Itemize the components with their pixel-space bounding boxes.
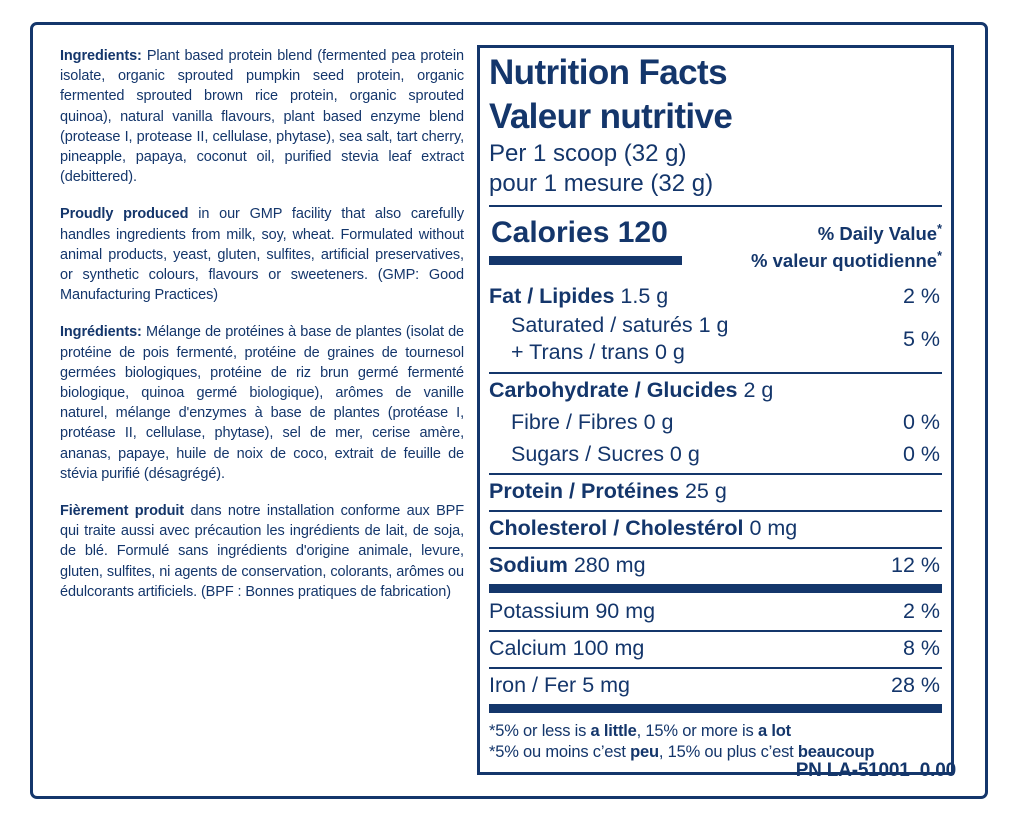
protein-amount: 25 g [678,479,727,504]
calories-value: Calories 120 [489,216,682,265]
iron-daily-value: 28 % [890,673,940,698]
footnote-en-mid: , 15% or more is [636,722,758,741]
fibre-daily-value: 0 % [902,410,940,435]
serving-size-fr: pour 1 mesure (32 g) [489,170,714,197]
nutrient-row-fibre [489,406,942,438]
fibre-label: Fibre / Fibres 0 g [511,410,674,435]
ingredients-text-en: Plant based protein blend (fermented pea protein isolate, organic sprouted pumpkin seed protein, organic fermented sprouted brown rice protein, organic sprouted quinoa), natural vanilla flavours, plant based enzyme blend (protease I, protease II, cellulase, phytase), sea salt, tart cherry, pineapple, papaya, coconut oil, purified stevia leaf extract (debittered). [60,48,464,186]
serving-size-en: Per 1 scoop (32 g) [489,140,687,167]
fat-label [489,283,668,310]
footnote-fr-pre: *5% ou moins c’est [489,743,631,762]
cholesterol-amount: 0 mg [743,516,798,541]
nft-title-fr: Valeur nutritive [489,97,733,136]
nft-header [489,51,942,199]
cholesterol-label [489,515,797,542]
calcium-label: Calcium 100 mg [489,636,645,661]
ingredients-lead-en: Ingredients: [60,48,142,64]
carbohydrate-amount: 2 g [737,378,774,403]
fierement-produit-text: dans notre installation conforme aux BPF qui traite aussi avec précaution les ingrédients de lait, de soja, de blé. Formulé sans ingrédients d'origine animale, levure, gluten, sulfites, ni agents de conservation, colorants, arômes ou édulcorants artificiels. (BPF : Bonnes pratiques de fabrication) [60,503,464,600]
nutrient-row-saturated-trans [489,312,942,369]
ingredients-panel [60,46,464,619]
nutrient-row-sugars [489,438,942,470]
fat-label-bold: Fat / Lipides [489,284,615,309]
calories-section [489,207,942,280]
thick-bar-after-iron [489,704,942,713]
footnote-en-bold2: a lot [757,722,791,741]
calcium-daily-value: 8 % [902,636,940,661]
sodium-label [489,552,646,579]
sugars-label: Sugars / Sucres 0 g [511,442,700,467]
nutrition-facts-table [477,45,954,775]
footnote-fr-mid: , 15% ou plus c’est [658,743,798,762]
footnote-en-bold1: a little [590,722,637,741]
daily-value-text-fr: % valeur quotidienne [751,250,938,272]
carbohydrate-label-bold: Carbohydrate / Glucides [489,378,738,403]
nft-title-en: Nutrition Facts [489,53,727,92]
saturated-trans-labels [489,312,729,366]
fat-amount: 1.5 g [614,284,669,309]
sodium-daily-value: 12 % [890,553,940,578]
thick-bar-after-sodium [489,584,942,593]
footnote-fr-bold1: peu [630,743,659,762]
carbohydrate-label [489,377,773,404]
potassium-daily-value: 2 % [902,599,940,624]
nutrient-row-iron [489,669,942,701]
proudly-produced-paragraph [60,204,464,305]
potassium-label: Potassium 90 mg [489,599,656,624]
ingredients-lead-fr: Ingrédients: [60,324,142,341]
footnote-en-pre: *5% or less is [489,722,591,741]
ingredients-text-fr: Mélange de protéines à base de plantes (isolat de protéine de pois fermenté, protéine de graines de tournesol germées biologiques, protéine de riz brun germé fermenté biologique, quinoa germé biologique), arômes de vanille naturel, mélange d'enzymes à base de plantes (protéase I, protéase II, cellulase, phytase), sel de mer, cerise amère, ananas, papaye, huile de noix de coco, extrait de feuille de stévia purifié (désagrégé). [60,324,464,482]
iron-label: Iron / Fer 5 mg [489,673,630,698]
nutrient-row-fat [489,280,942,312]
sodium-amount: 280 mg [567,553,646,578]
footnote-en [489,721,942,742]
protein-label-bold: Protein / Protéines [489,479,679,504]
daily-value-asterisk: * [937,222,942,236]
trans-label: + Trans / trans 0 g [511,340,685,365]
daily-value-header-en [751,218,942,245]
fat-daily-value: 2 % [902,284,940,309]
saturated-label: Saturated / saturés 1 g [511,313,729,338]
nutrient-row-calcium [489,632,942,664]
nutrient-row-potassium [489,595,942,627]
ingredients-paragraph-en [60,46,464,187]
fierement-produit-paragraph [60,501,464,602]
daily-value-header-fr [751,245,942,272]
daily-value-header [751,216,942,272]
ingredients-paragraph-fr [60,322,464,484]
saturated-trans-daily-value: 5 % [902,326,940,351]
nutrient-row-carbohydrate [489,374,942,406]
daily-value-text-en: % Daily Value [817,223,938,245]
part-number: PN LA-51001 0.00 [795,760,956,781]
cholesterol-label-bold: Cholesterol / Cholestérol [489,516,744,541]
sugars-daily-value: 0 % [902,442,940,467]
protein-label [489,478,727,505]
sodium-label-bold: Sodium [489,553,568,578]
footnote-fr-bold2: beaucoup [797,743,875,762]
nutrient-row-protein [489,475,942,507]
proudly-produced-lead: Proudly produced [60,206,189,223]
proudly-produced-text: in our GMP facility that also carefully handles ingredients from milk, soy, wheat. Formulated without animal products, yeast, gluten, sulfites, artificial preservatives, or synthetic colours, flavours or sweeteners. (GMP: Good Manufacturing Practices) [60,206,464,304]
nutrient-row-cholesterol [489,512,942,544]
nutrient-row-sodium [489,549,942,581]
daily-value-asterisk-fr: * [937,249,942,264]
fierement-produit-lead: Fièrement produit [60,503,185,520]
